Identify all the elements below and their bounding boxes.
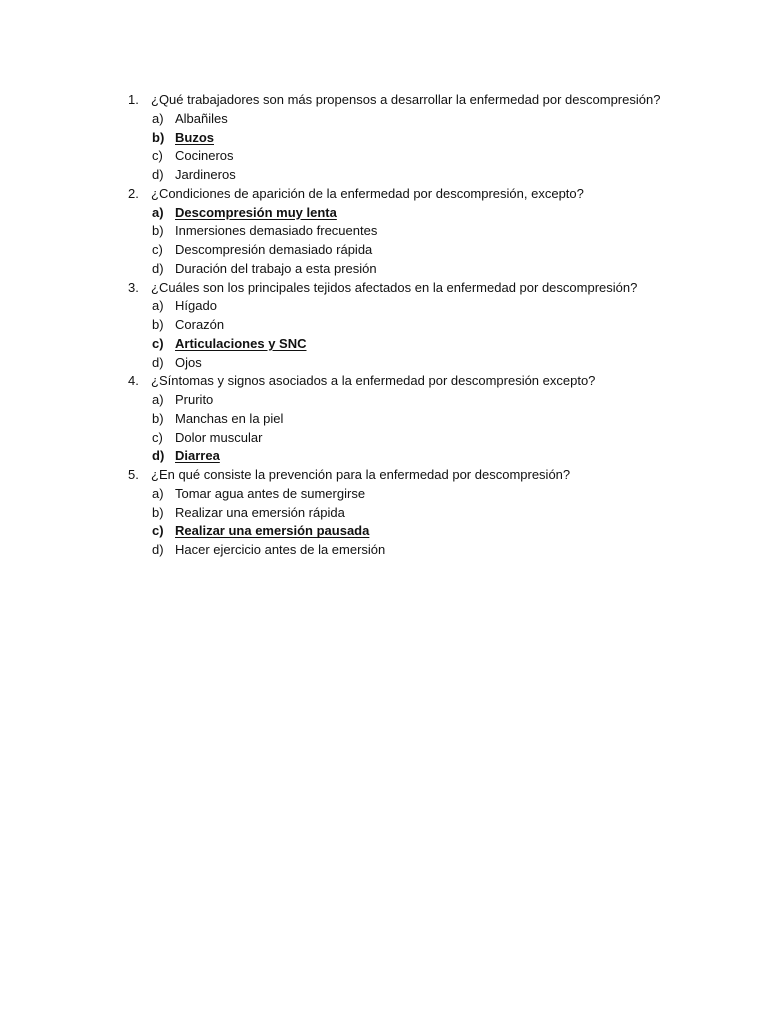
question-number: 4. [128,373,139,389]
option-letter: c) [152,523,164,539]
option-letter: a) [152,392,164,407]
question-2 [128,185,728,204]
option-text: Jardineros [175,167,236,182]
option-text: Duración del trabajo a esta presión [175,260,377,276]
option-text: Inmersiones demasiado frecuentes [175,223,378,239]
answer-option [128,354,728,373]
option-letter: c) [152,242,163,257]
option-text: Buzos [175,129,214,145]
option-letter: b) [152,317,164,332]
option-letter: b) [152,410,164,426]
option-text: Descompresión muy lenta [175,204,337,220]
answer-option [128,241,728,260]
option-letter: d) [152,354,164,370]
option-letter: a) [152,298,164,314]
question-text: ¿Qué trabajadores son más propensos a desarrollar la enfermedad por descompresión? [151,92,661,107]
answer-option [128,110,728,129]
question-text: ¿Condiciones de aparición de la enfermedad por descompresión, excepto? [151,185,584,201]
option-letter: d) [152,260,164,276]
option-text: Ojos [175,354,202,370]
option-letter: a) [152,204,164,220]
answer-option [128,147,728,166]
option-text: Hacer ejercicio antes de la emersión [175,542,386,557]
question-3 [128,279,728,298]
option-letter: d) [152,448,165,464]
option-text: Prurito [175,392,214,407]
question-text: ¿En qué consiste la prevención para la enfermedad por descompresión? [151,467,571,482]
option-text: Hígado [175,298,217,314]
option-letter: d) [152,167,164,182]
option-text: Realizar una emersión rápida [175,504,345,520]
option-letter: a) [152,110,164,126]
question-text: ¿Síntomas y signos asociados a la enfermedad por descompresión excepto? [151,373,596,389]
question-4 [128,372,728,391]
answer-option [128,485,728,504]
answer-option-correct [128,335,728,354]
option-letter: b) [152,223,164,239]
answer-option [128,541,728,560]
answer-option [128,429,728,448]
option-text: Diarrea [175,448,220,464]
option-letter: c) [152,148,163,164]
answer-option [128,504,728,523]
option-text: Cocineros [175,148,234,164]
option-letter: b) [152,504,164,520]
question-number: 3. [128,279,139,295]
answer-option-correct [128,447,728,466]
question-text: ¿Cuáles son los principales tejidos afectados en la enfermedad por descompresión? [151,279,638,295]
answer-option [128,260,728,279]
option-text: Realizar una emersión pausada [175,523,370,539]
answer-option-correct [128,204,728,223]
option-text: Articulaciones y SNC [175,335,307,351]
option-text: Corazón [175,317,225,332]
answer-option [128,166,728,185]
answer-option-correct [128,129,728,148]
option-letter: d) [152,542,164,557]
question-5 [128,466,728,485]
option-text: Dolor muscular [175,429,263,445]
answer-option [128,297,728,316]
question-number: 2. [128,185,139,201]
option-letter: c) [152,335,164,351]
option-letter: c) [152,429,163,445]
question-number: 5. [128,467,139,482]
question-number: 1. [128,92,139,107]
answer-option-correct [128,522,728,541]
option-letter: a) [152,485,164,501]
option-text: Albañiles [175,110,228,126]
answer-option [128,316,728,335]
quiz-list [128,91,728,560]
question-1 [128,91,728,110]
option-text: Tomar agua antes de sumergirse [175,485,366,501]
answer-option [128,391,728,410]
answer-option [128,222,728,241]
answer-option [128,410,728,429]
option-text: Descompresión demasiado rápida [175,242,373,257]
option-text: Manchas en la piel [175,410,284,426]
option-letter: b) [152,129,165,145]
